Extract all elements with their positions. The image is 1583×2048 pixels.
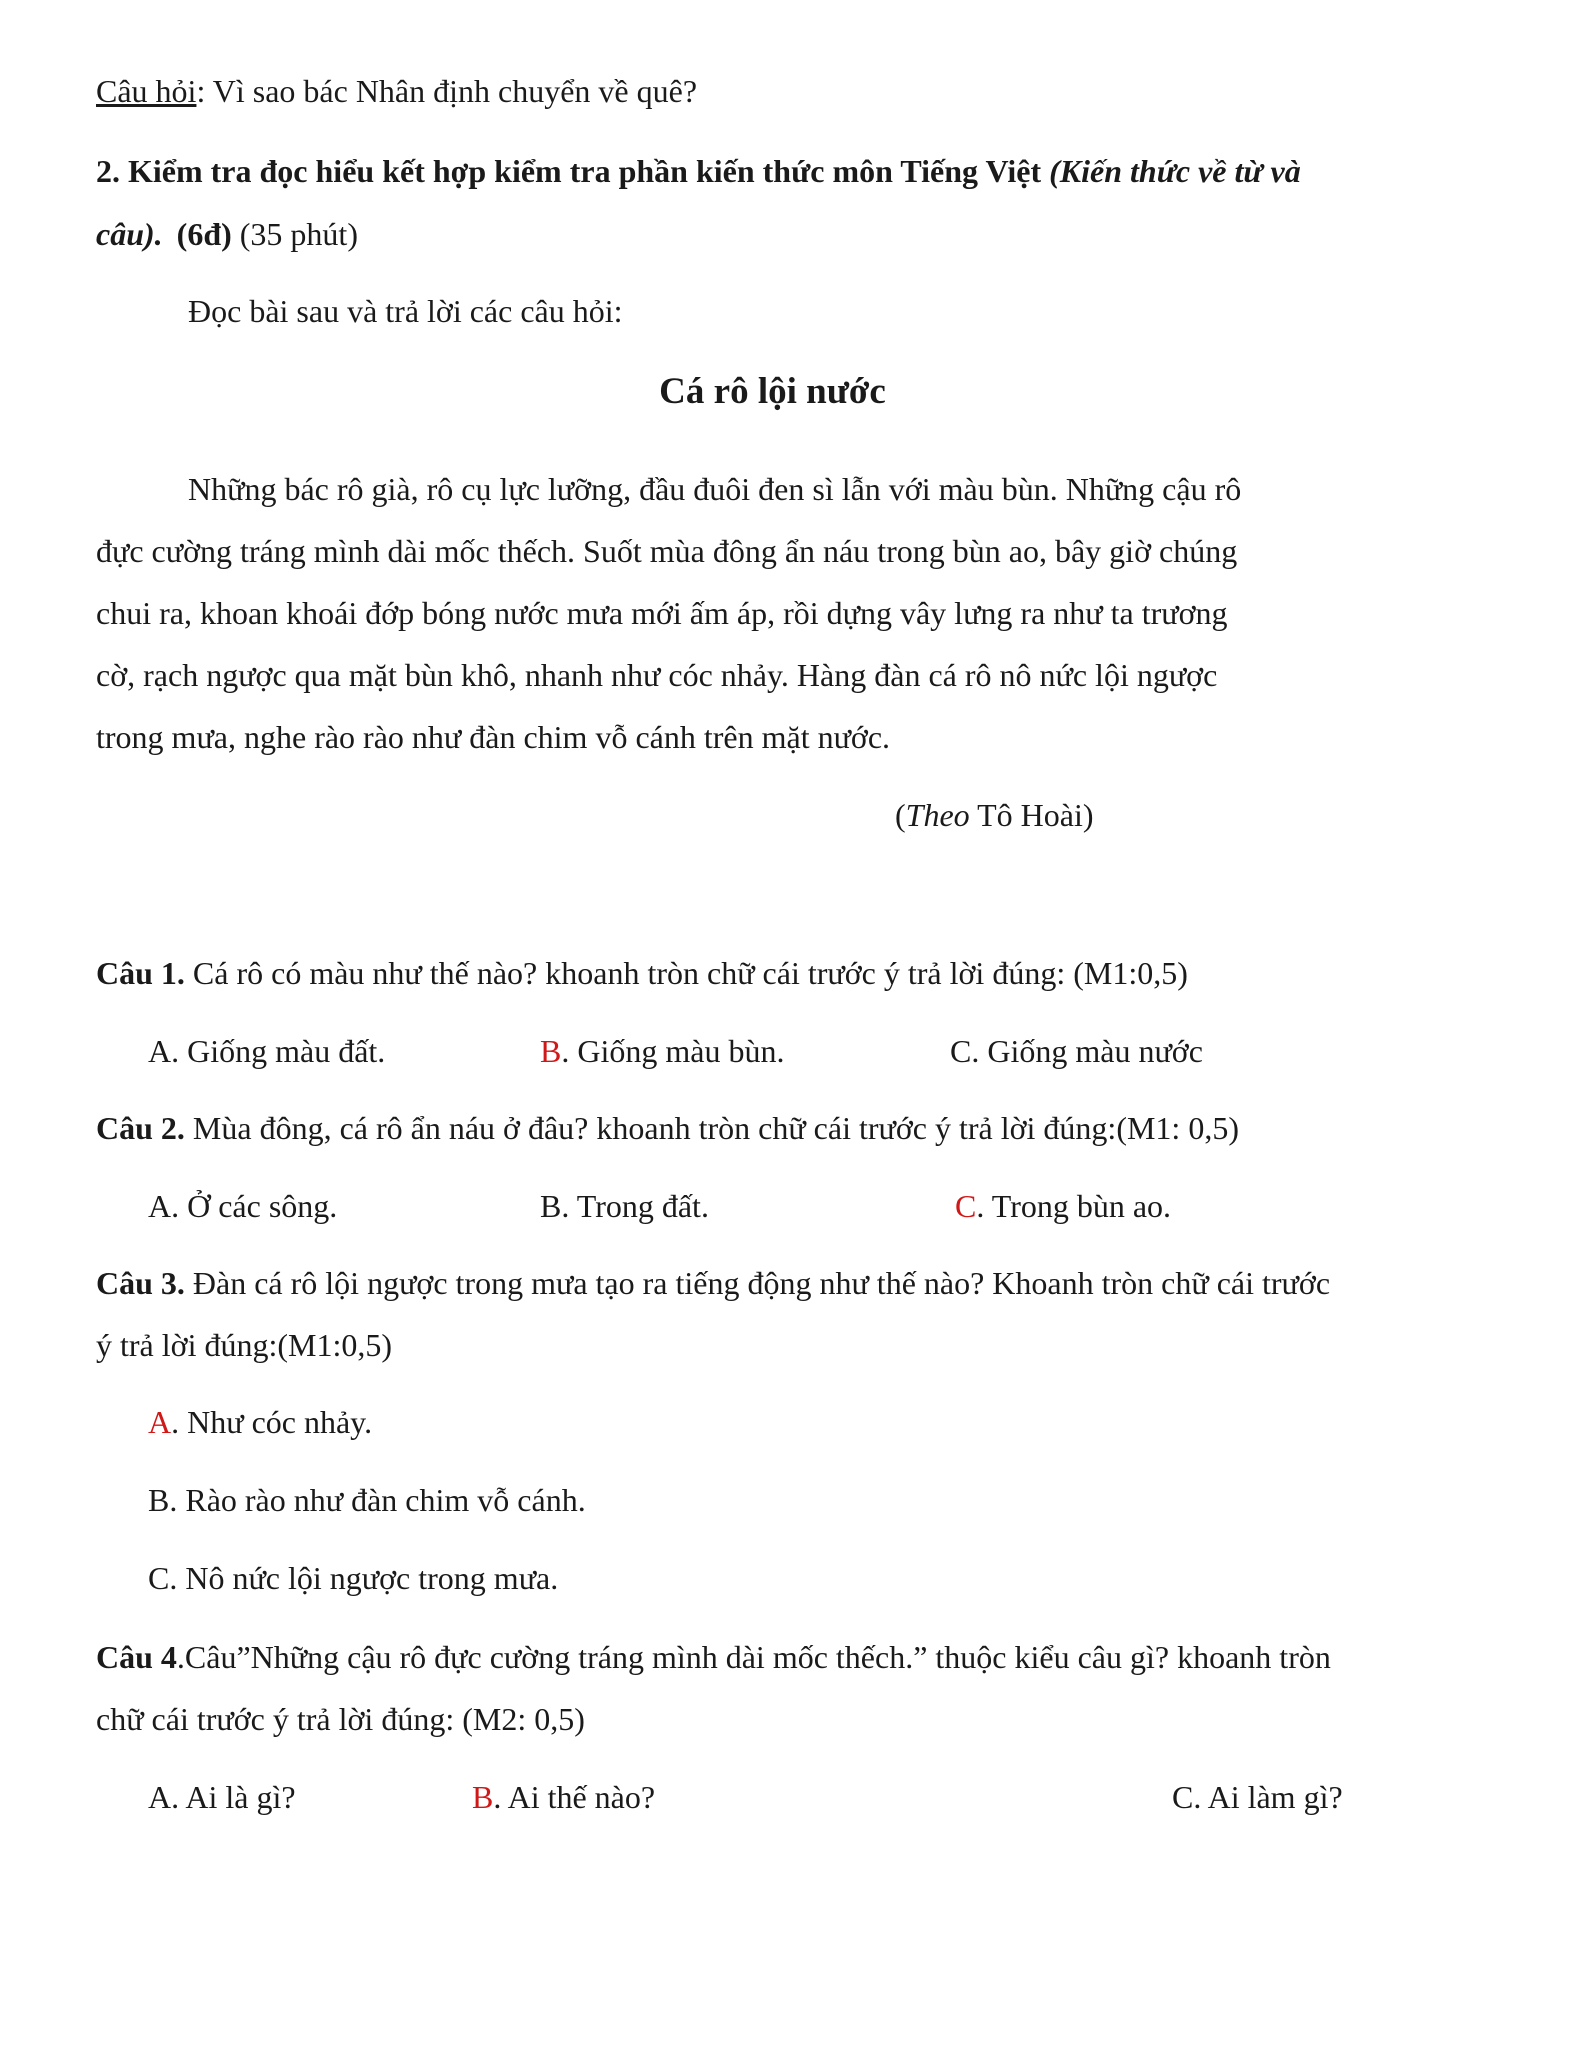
option-letter-correct: C — [955, 1188, 977, 1224]
q1-option-c[interactable] — [950, 1032, 1203, 1070]
section-time: (35 phút) — [239, 216, 358, 252]
question-4-line-2: chữ cái trước ý trả lời đúng: (M2: 0,5) — [96, 1701, 585, 1737]
option-letter: C — [950, 1033, 972, 1069]
option-text: . Ai thế nào? — [493, 1779, 656, 1815]
option-text: . Giống màu bùn. — [561, 1033, 785, 1069]
option-text: . Ở các sông. — [171, 1188, 338, 1224]
option-text: . Như cóc nhảy. — [171, 1404, 373, 1440]
q2-option-c[interactable] — [955, 1187, 1171, 1225]
q1-option-a[interactable] — [148, 1032, 385, 1070]
option-letter: B — [148, 1482, 170, 1518]
source-author: Tô Hoài) — [969, 797, 1094, 833]
reading-title: Cá rô lội nước — [659, 371, 886, 412]
passage-line: cờ, rạch ngược qua mặt bùn khô, nhanh như cóc nhảy. Hàng đàn cá rô nô nức lội ngược — [96, 657, 1218, 693]
option-letter: A — [148, 1188, 172, 1224]
passage-line: đực cường tráng mình dài mốc thếch. Suốt mùa đông ẩn náu trong bùn ao, bây giờ chúng — [96, 533, 1238, 569]
q1-option-b[interactable] — [540, 1032, 784, 1070]
question-4-label: Câu 4 — [96, 1639, 177, 1675]
q4-option-c[interactable] — [1172, 1778, 1343, 1816]
option-text: . Trong đất. — [561, 1188, 709, 1224]
q4-option-b[interactable] — [472, 1778, 655, 1816]
passage-line: chui ra, khoan khoái đớp bóng nước mưa mới ấm áp, rồi dựng vây lưng ra như ta trương — [96, 595, 1228, 631]
q4-option-a[interactable] — [148, 1778, 296, 1816]
option-letter-correct: A — [148, 1404, 172, 1440]
section-heading-italic-2: câu). — [96, 216, 163, 252]
option-letter-correct: B — [540, 1033, 562, 1069]
option-text: . Ai là gì? — [171, 1779, 296, 1815]
option-letter-correct: B — [472, 1779, 494, 1815]
question-3 — [96, 1264, 1330, 1302]
intro-question-label: Câu hỏi — [96, 73, 197, 109]
option-text: . Giống màu nước — [971, 1033, 1203, 1069]
option-text: . Trong bùn ao. — [976, 1188, 1172, 1224]
option-text: . Giống màu đất. — [171, 1033, 386, 1069]
q2-option-a[interactable] — [148, 1187, 337, 1225]
q2-option-b[interactable] — [540, 1187, 709, 1225]
option-letter: A — [148, 1033, 172, 1069]
question-4-text: .Câu”Những cậu rô đực cường tráng mình dài mốc thếch.” thuộc kiểu câu gì? khoanh tròn — [176, 1639, 1331, 1675]
question-3-line-2: ý trả lời đúng:(M1:0,5) — [96, 1327, 392, 1363]
section-heading-bold: 2. Kiểm tra đọc hiểu kết hợp kiểm tra phần kiến thức môn Tiếng Việt — [96, 153, 1050, 189]
section-heading-italic: (Kiến thức về từ và — [1049, 153, 1301, 189]
option-letter: A — [148, 1779, 172, 1815]
section-points: (6đ) — [176, 216, 232, 252]
q3-option-b[interactable] — [148, 1481, 586, 1519]
q3-option-a[interactable] — [148, 1403, 372, 1441]
question-3-text: Đàn cá rô lội ngược trong mưa tạo ra tiếng động như thế nào? Khoanh tròn chữ cái trước — [184, 1265, 1331, 1301]
option-text: . Rào rào như đàn chim vỗ cánh. — [169, 1482, 586, 1518]
passage-line: trong mưa, nghe rào rào như đàn chim vỗ cánh trên mặt nước. — [96, 719, 891, 755]
passage-line: Những bác rô già, rô cụ lực lưỡng, đầu đuôi đen sì lẫn với màu bùn. Những cậu rô — [188, 471, 1242, 507]
instruction: Đọc bài sau và trả lời các câu hỏi: — [188, 293, 623, 329]
option-letter: B — [540, 1188, 562, 1224]
question-1-label: Câu 1. — [96, 955, 185, 991]
question-1 — [96, 954, 1188, 992]
option-letter: C — [148, 1560, 170, 1596]
option-text: . Ai làm gì? — [1193, 1779, 1343, 1815]
question-4 — [96, 1638, 1331, 1676]
q3-option-c[interactable] — [148, 1559, 558, 1597]
intro-question-text: : Vì sao bác Nhân định chuyển về quê? — [196, 73, 698, 109]
source-theo: Theo — [905, 797, 970, 833]
source-open: ( — [895, 797, 906, 833]
option-text: . Nô nức lội ngược trong mưa. — [169, 1560, 559, 1596]
option-letter: C — [1172, 1779, 1194, 1815]
intro-question — [96, 72, 697, 110]
question-3-label: Câu 3. — [96, 1265, 185, 1301]
question-2 — [96, 1109, 1239, 1147]
section-heading — [96, 152, 1301, 190]
question-2-label: Câu 2. — [96, 1110, 185, 1146]
passage-source — [895, 796, 1093, 834]
question-1-text: Cá rô có màu như thế nào? khoanh tròn chữ cái trước ý trả lời đúng: (M1:0,5) — [184, 955, 1188, 991]
question-2-text: Mùa đông, cá rô ẩn náu ở đâu? khoanh tròn chữ cái trước ý trả lời đúng:(M1: 0,5) — [184, 1110, 1239, 1146]
section-heading-line-2 — [96, 215, 358, 253]
